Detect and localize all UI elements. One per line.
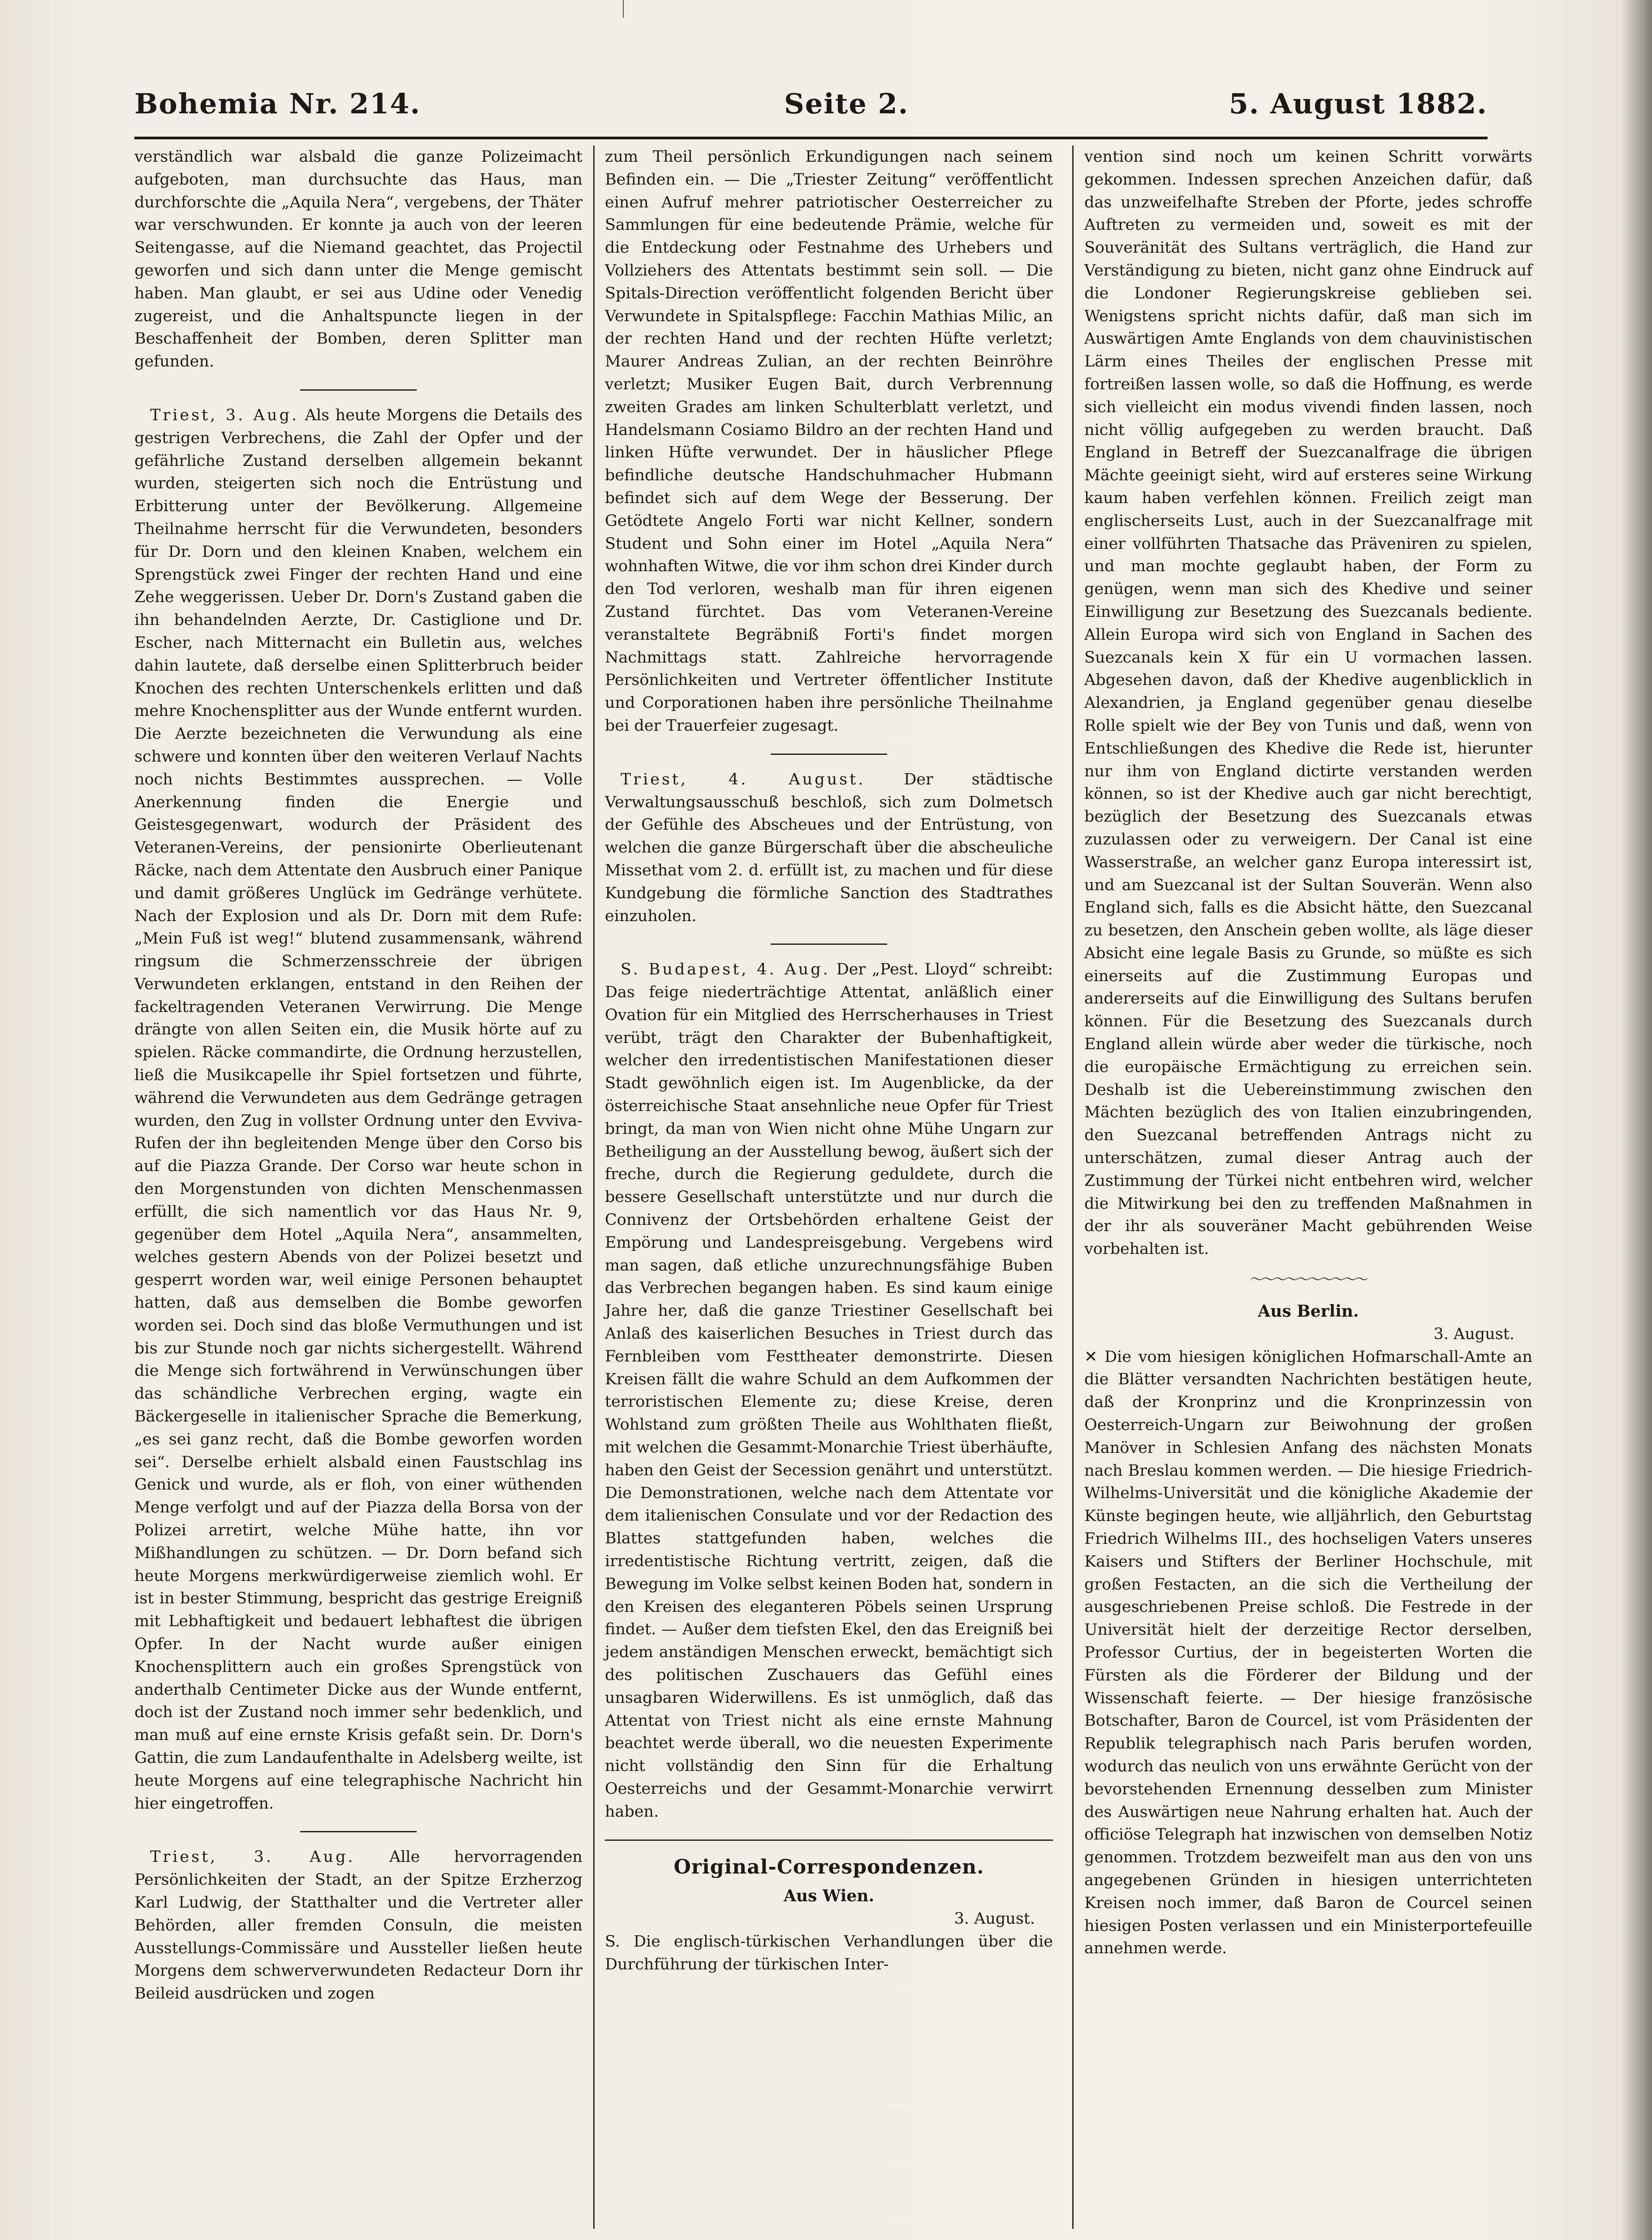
column-2: [605, 146, 1053, 1976]
dateline: S. Budapest, 4. Aug.: [621, 961, 830, 979]
subsection-date: 3. August.: [954, 1910, 1035, 1928]
article-paragraph: verständlich war alsbald die ganze Polizeimacht aufgeboten, man durchsuchte das Haus, man durchforschte die „Aquila Nera“, vergebens, der Thäter war verschwunden. Er konnte ja auch von der leeren Seitengasse, auf die Niemand geachtet, das Projectil geworfen und sich dann unter die Menge gemischt haben. Man glaubt, er sei aus Udine oder Venedig zugereist, und die Anhaltspuncte liegen in der Beschaffenheit der Bomben, deren Splitter man gefunden.: [134, 148, 582, 371]
column-1: [134, 146, 582, 2005]
scan-mark: [623, 0, 624, 18]
article-paragraph: zum Theil persönlich Erkundigungen nach seinem Befinden ein. — Die „Triester Zeitung“ veröffentlicht einen Aufruf mehrer patriotischer Oesterreicher zu Sammlungen für eine bedeutende Prämie, welche für die Entdeckung oder Festnahme des Urhebers und Vollziehers des Attentats bestimmt sein soll. — Die Spitals-Direction veröffentlicht folgenden Bericht über Verwundete in Spitalspflege: Facchin Mathias Milic, an der rechten Hand und der rechten Hüfte verletzt; Maurer Andreas Zulian, an der rechten Beinröhre verletzt; Musiker Eugen Bait, durch Verbrennung zweiten Grades am linken Schulterblatt verletzt, und Handelsmann Cosiamo Bildro an der rechten Hand und linken Hüfte verwundet. Der in häuslicher Pflege befindliche deutsche Handschuhmacher Hubmann befindet sich auf dem Wege der Besserung. Der Getödtete Angelo Forti war nicht Kellner, sondern Student und Sohn einer im Hotel „Aquila Nera“ wohnhaften Witwe, die vor ihm schon drei Kinder durch den Tod verloren, weshalb man für ihren eigenen Zustand fürchtet. Das vom Veteranen-Vereine veranstaltete Begräbniß Forti's findet morgen Nachmittags statt. Zahlreiche hervorragende Persönlichkeiten und Vertreter öffentlicher Institute und Corporationen haben ihre persönliche Theilnahme bei der Trauerfeier zugesagt.: [605, 148, 1053, 735]
subsection-date: 3. August.: [1433, 1325, 1514, 1343]
column-divider: [593, 146, 595, 2229]
article-paragraph: vention sind noch um keinen Schritt vorwärts gekommen. Indessen sprechen Anzeichen dafür, daß das unzweifelhafte Streben der Pforte, jedes schroffe Auftreten zu vermeiden und, soweit es mit der Souveränität des Sultans verträglich, die Hand zur Verständigung zu bieten, nicht ganz ohne Eindruck auf die Londoner Regierungskreise geblieben sei. Wenigstens spricht nichts dafür, daß man sich im Auswärtigen Amte Englands von dem chauvinistischen Lärm eines Theiles der englischen Presse mit fortreißen lassen wolle, so daß die Hoffnung, es werde sich vielleicht ein modus vivendi finden lassen, noch nicht völlig aufgegeben zu werden braucht. Daß England in Betreff der Suezcanalfrage die übrigen Mächte geeinigt sieht, wird auf ersteres seine Wirkung kaum haben verfehlen können. Freilich zeigt man englischerseits Lust, auch in der Suezcanalfrage mit einer vollführten Thatsache das Präveniren zu spielen, und man mochte geglaubt haben, der Form zu genügen, wenn man sich des Khedive und seiner Einwilligung zur Besetzung des Suezcanals bediente. Allein Europa wird sich von England in Sachen des Suezcanals kein X für ein U vormachen lassen. Abgesehen davon, daß der Khedive augenblicklich in Alexandrien, ja England gegenüber genau dieselbe Rolle spielt wie der Bey von Tunis und daß, wenn von Entschließungen des Khedive die Rede ist, hierunter nur ihm von England dictirte verstanden werden können, so ist der Khedive auch gar nicht berechtigt, bezüglich der Besetzung des Suezcanals etwas zuzulassen oder zu verweigern. Der Canal ist eine Wasserstraße, an welcher ganz Europa interessirt ist, und am Suezcanal ist der Sultan Souverän. Wenn also England sich, falls es die Absicht hätte, den Suezcanal zu besetzen, den Anschein geben wollte, als läge dieser Absicht eine legale Basis zu Grunde, so müßte es sich einerseits auf die Zustimmung Europas und andererseits auf die Einwilligung des Sultans berufen können. Für die Besetzung des Suezcanals durch England allein würde aber weder die türkische, noch die europäische Ermächtigung zu erreichen sein. Deshalb ist die Uebereinstimmung zwischen den Mächten bezüglich des von Italien einzubringenden, den Suezcanal betreffenden Antrags nicht zu unterschätzen, zumal dieser Antrag auch der Zustimmung der Türkei nicht entbehren wird, welcher die Mitwirkung bei den zu treffenden Maßnahmen in der ihr als souveräner Macht gebührenden Weise vorbehalten ist.: [1084, 148, 1532, 1258]
header-date: 5. August 1882.: [1229, 87, 1488, 120]
article-separator: [771, 943, 887, 945]
article-text: Der „Pest. Lloyd“ schreibt: Das feige niederträchtige Attentat, anläßlich einer Ovation für ein Mitglied des Herrscherhauses in Triest verübt, trägt den Charakter der Bubenhaftigkeit, welcher den irredentistischen Manifestationen dieser Stadt gewöhnlich eigen ist. Im Augenblicke, da der österreichische Staat ansehnliche neue Opfer für Triest bringt, da man von Wien nicht ohne Mühe Ungarn zur Betheiligung an der Ausstellung bewog, äußert sich der freche, durch die Regierung geduldete, durch die bessere Gesellschaft unterstützte und nur durch die Connivenz der Ortsbehörden erhaltene Geist der Empörung und Landespreisgebung. Vergebens wird man sagen, daß etliche unzurechnungsfähige Buben das Verbrechen begangen haben. Es sind kaum einige Jahre her, daß die ganze Triestiner Gesellschaft bei Anlaß des kaiserlichen Besuches in Triest durch das Fernbleiben vom Festtheater demonstrirte. Diesen Kreisen fällt die wahre Schuld an dem Aufkommen der terroristischen Elemente zu; diese Kreise, deren Wohlstand zum größten Theile aus Wohlthaten fließt, mit welchen die Gesammt-Monarchie Triest überhäufte, haben den Geist der Secession genährt und unterstützt. Die Demonstrationen, welche nach dem Attentate vor dem italienischen Consulate und vor der Redaction des Blattes stattgefunden haben, welches die irredentistische Richtung vertritt, zeigen, daß die Bewegung im Volke selbst keinen Boden hat, sondern in den Kreisen des eleganteren Pöbels seinen Ursprung findet. — Außer dem tiefsten Ekel, den das Ereigniß bei jedem anständigen Menschen erweckt, bemächtigt sich des politischen Zuschauers das Gefühl eines unsagbaren Widerwillens. Es ist unmöglich, daß das Attentat von Triest nicht als eine ernste Mahnung beachtet werde überall, wo die neuesten Experimente nicht vollständig den Sinn für die Erhaltung Oesterreichs und der Gesammt-Monarchie verwirrt haben.: [605, 961, 1053, 1821]
section-rule: [605, 1839, 1053, 1841]
section-heading: Original-Correspondenzen.: [673, 1855, 984, 1878]
article-paragraph: ✕ Die vom hiesigen königlichen Hofmarschall-Amte an die Blätter versandten Nachrichten bestätigen heute, daß der Kronprinz und die Kronprinzessin von Oesterreich-Ungarn zur Beiwohnung der großen Manöver in Schlesien Anfang des nächsten Monats nach Breslau kommen werden. — Die hiesige Friedrich-Wilhelms-Universität und die königliche Akademie der Künste begingen heute, wie alljährlich, den Geburtstag Friedrich Wilhelms III., des hochseligen Vaters unseres Kaisers und Stifters der Berliner Hochschule, mit großen Festacten, an die sich die Vertheilung der ausgeschriebenen Preise schloß. Die Festrede in der Universität hielt der derzeitige Rector derselben, Professor Curtius, der in begeisterten Worten die Fürsten als die Förderer der Bildung und der Wissenschaft feierte. — Der hiesige französische Botschafter, Baron de Courcel, ist vom Präsidenten der Republik telegraphisch nach Paris berufen worden, wodurch das neulich von uns erwähnte Gerücht von der bevorstehenden Ernennung desselben zum Minister des Auswärtigen neue Nahrung erhalten hat. Auch der officiöse Telegraph hat inzwischen von demselben Notiz genommen. Trotzdem bezweifelt man aus den von uns angegebenen Gründen in hiesigen unterrichteten Kreisen noch immer, daß Baron de Courcel seinen hiesigen Posten verlassen und ein Ministerportefeuille annehmen werde.: [1084, 1348, 1532, 1958]
header-page-number: Seite 2.: [784, 87, 909, 120]
article-paragraph: [605, 768, 1053, 928]
article-separator: [771, 754, 887, 755]
article-text: Alle hervorragenden Persönlichkeiten der Stadt, an der Spitze Erzherzog Karl Ludwig, der Statthalter und die Vertreter aller Behörden, aller fremden Consuln, die meisten Ausstellungs-Commissäre und Aussteller ließen heute Morgens dem schwerverwundeten Redacteur Dorn ihr Beileid ausdrücken und zogen: [134, 1848, 582, 2003]
article-text: Der städtische Verwaltungsausschuß beschloß, sich zum Dolmetsch der Gefühle des Abscheues und der Entrüstung, von welchen die ganze Bürgerschaft über die abscheuliche Missethat vom 2. d. erfüllt ist, zu machen und für diese Kundgebung die förmliche Sanction des Stadtrathes einzuholen.: [605, 770, 1053, 925]
wavy-separator: 〜〜〜〜〜〜〜〜〜〜: [1250, 1272, 1367, 1288]
header-publication: Bohemia Nr. 214.: [134, 87, 421, 120]
article-paragraph: [134, 1846, 582, 2005]
article-paragraph: [134, 404, 582, 1815]
subsection-heading: Aus Wien.: [784, 1887, 874, 1906]
dateline: Triest, 4. August.: [621, 770, 866, 788]
dateline: Triest, 3. Aug.: [150, 1848, 355, 1866]
page-header: [134, 87, 1488, 137]
article-separator: [300, 389, 417, 391]
dateline: Triest, 3. Aug.: [150, 406, 299, 424]
column-3: [1084, 146, 1532, 1960]
column-divider: [1072, 146, 1074, 2229]
article-paragraph: S. Die englisch-türkischen Verhandlungen über die Durchführung der türkischen Inter-: [605, 1932, 1053, 1973]
article-separator: [300, 1831, 417, 1832]
binding-shadow: [1621, 0, 1652, 2240]
article-paragraph: [605, 958, 1053, 1823]
subsection-heading: Aus Berlin.: [1258, 1302, 1359, 1321]
header-rule: [134, 137, 1488, 139]
article-text: Als heute Morgens die Details des gestrigen Verbrechens, die Zahl der Opfer und der gefährliche Zustand derselben allgemein bekannt wurden, steigerten sich noch die Entrüstung und Erbitterung unter der Bevölkerung. Allgemeine Theilnahme herrscht für die Verwundeten, besonders für Dr. Dorn und den kleinen Knaben, welchem ein Sprengstück zwei Finger der rechten Hand und eine Zehe weggerissen. Ueber Dr. Dorn's Zustand gaben die ihn behandelnden Aerzte, Dr. Castiglione und Dr. Escher, nach Mitternacht ein Bulletin aus, welches dahin lautete, daß derselbe einen Splitterbruch beider Knochen des rechten Unterschenkels erlitten und daß mehre Knochensplitter aus der Wunde entfernt wurden. Die Aerzte bezeichneten die Verwundung als eine schwere und konnten über den weiteren Verlauf Nachts noch nichts Bestimmtes aussprechen. — Volle Anerkennung finden die Energie und Geistesgegenwart, wodurch der Präsident des Veteranen-Vereins, der pensionirte Oberlieutenant Räcke, nach dem Attentate den Ausbruch einer Panique und damit größeres Unglück im Gedränge verhütete. Nach der Explosion und als Dr. Dorn mit dem Rufe: „Mein Fuß ist weg!“ blutend zusammensank, während ringsum die Schmerzensschreie der übrigen Verwundeten erklangen, entstand in den Reihen der fackeltragenden Veteranen Verwirrung. Die Menge drängte von allen Seiten ein, die Musik hörte auf zu spielen. Räcke commandirte, die Ordnung herzustellen, ließ die Musikcapelle ihr Spiel fortsetzen und führte, während die Verwundeten aus dem Gedränge getragen wurden, den Zug in vollster Ordnung unter den Evviva-Rufen der ihn begleitenden Menge über den Corso bis auf die Piazza Grande. Der Corso war heute schon in den Morgenstunden von dichten Menschenmassen erfüllt, die sich namentlich vor das Haus Nr. 9, gegenüber dem Hotel „Aquila Nera“, ansammelten, welches gestern Abends von der Polizei besetzt und gesperrt worden war, weil einige Personen behauptet hatten, daß aus demselben die Bombe geworfen worden sei. Doch sind das bloße Vermuthungen und ist bis zur Stunde noch gar nichts sichergestellt. Während die Menge sich fortwährend in Verwünschungen über das schändliche Verbrechen erging, wagte ein Bäckergeselle in italienischer Sprache die Bemerkung, „es sei ganz recht, daß die Bombe geworfen worden sei“. Derselbe erhielt alsbald einen Faustschlag ins Genick und wurde, als er floh, von einer wüthenden Menge verfolgt und auf der Piazza della Borsa von der Polizei arretirt, welche Mühe hatte, ihn vor Mißhandlungen zu schützen. — Dr. Dorn befand sich heute Morgens merkwürdigerweise ziemlich wohl. Er ist in bester Stimmung, bespricht das gestrige Ereigniß mit Lebhaftigkeit und bedauert lebhaftest die übrigen Opfer. In der Nacht wurde außer einigen Knochensplittern auch ein großes Sprengstück von anderthalb Centimeter Dicke aus der Wunde entfernt, doch ist der Zustand noch immer sehr bedenklich, und man muß auf eine ernste Krisis gefaßt sein. Dr. Dorn's Gattin, die zum Landaufenthalte in Adelsberg weilte, ist heute Morgens auf eine telegraphische Nachricht hin hier eingetroffen.: [134, 406, 582, 1813]
